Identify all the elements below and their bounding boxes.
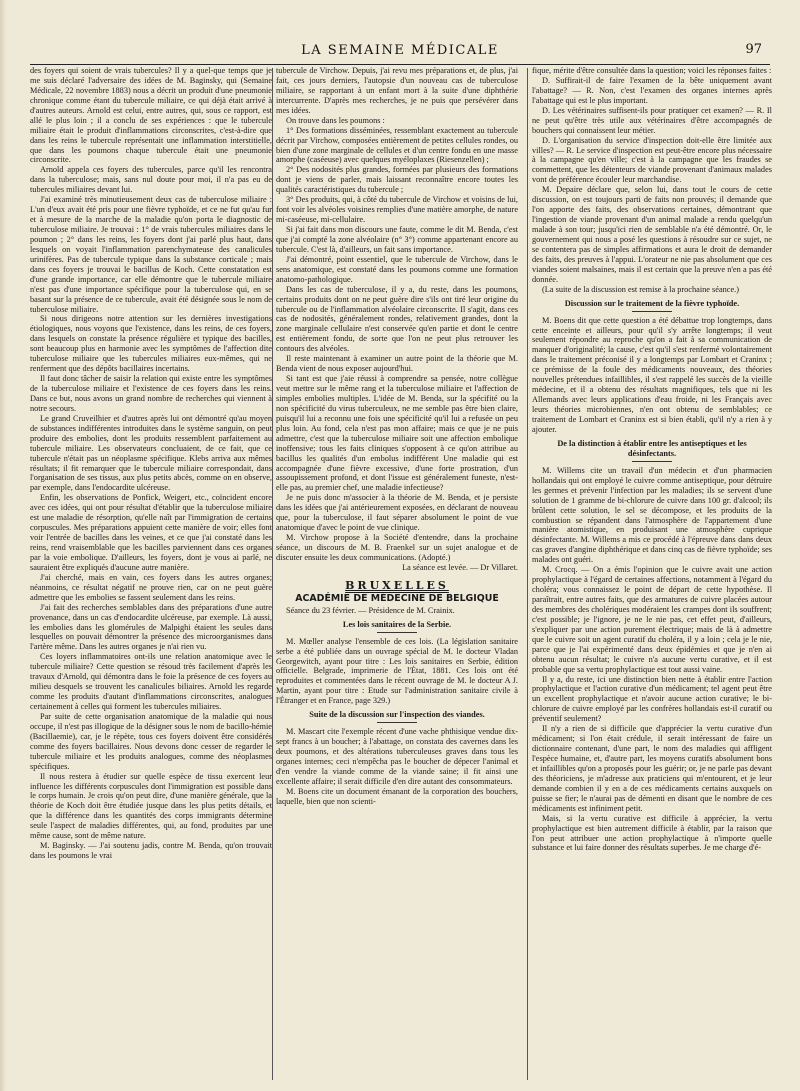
column-2	[276, 66, 518, 807]
paragraph: Il nous restera à étudier sur quelle espèce de tissu exercent leur influence les différents corpuscules dont l'immigration est possible dans le corps humain. Je crois qu'on peut dire, d'une manière générale, que la théorie de Koch doit être étudiée jusque dans les plus petits détails, et que la différence dans les quantités des corps immigrants détermine seule l'aspect de maladies différentes, qui, au fond, produites par une même cause, sont de même nature.	[30, 771, 272, 841]
paragraph: Mais, si la vertu curative est difficile à apprécier, la vertu prophylactique est bien autrement difficile à établir, par la raison que l'on peut attribuer une action prophylactique à n'importe quelle substance et lui faire donner des résultats superbes. Je me charge d'é-	[532, 813, 772, 853]
heading-rule	[377, 722, 417, 723]
paragraph: 2° Des nodosités plus grandes, formées par plusieurs des formations dont je viens de parler, mais laissant reconnaître encore toutes les qualités caractéristiques du tubercule ;	[276, 165, 518, 195]
paragraph: D. L'organisation du service d'inspection doit-elle être limitée aux villes? — R. Le service d'inspection est peut-être encore plus nécessaire à la campagne qu'en ville; c'est à la campagne que les fraudes se commettent, que les détenteurs de viande provenant d'animaux malades vont de préférence écouler leur marchandise.	[532, 135, 772, 185]
paragraph: Si nous dirigeons notre attention sur les dernières investigations étiologiques, nous voyons que l'existence, dans les reins, de ces foyers, dans lesquels on constate la présence régulière et typique des bacilles, sont beaucoup plus en harmonie avec les symptômes de l'affection dite tuberculose miliaire que les tubercules miliaires eux-mêmes, qui ne renferment que des dépôts bacillaires incertains.	[30, 314, 272, 374]
paragraph: Si j'ai fait dans mon discours une faute, comme le dit M. Benda, c'est que j'ai compté la zone alvéolaire (n° 3°) comme appartenant encore au tubercule. C'est là, d'ailleurs, un fait sans importance.	[276, 225, 518, 254]
paragraph: Dans les cas de tuberculose, il y a, du reste, dans les poumons, certains produits dont on ne peut guère dire s'ils ont tiré leur origine du tubercule ou de l'inflammation alvéolaire circonscrite. Il s'agit, dans ces cas de nodosités, généralement rondes, relativement grandes, dont la zone marginale cellulaire n'est conservée qu'en partie et dont le centre est entièrement fondu, de sorte que l'on ne peut plus retrouver les contours des alvéoles.	[276, 284, 518, 354]
paragraph: Il n'y a rien de si difficile que d'apprécier la vertu curative d'un médicament; si l'on était crédule, il serait intéressant de faire un dictionnaire contenant, d'une part, le nom des maladies qui affligent l'espèce humaine, et, d'autre part, les moyens curatifs absolument bons et infaillibles qu'on a proposés pour les guérir; or, je ne parle pas devant des théoriciens, je m'adresse aux praticiens qui m'entourent, et je leur demande combien il y en a de ces médicaments certains auxquels on puisse se fier; le n'aurai pas de démenti en disant que le nombre de ces médicaments est infiniment petit.	[532, 724, 772, 813]
paragraph: 3° Des produits, qui, à côté du tubercule de Virchow et voisins de lui, font voir les alvéoles voisines remplies d'une matière amorphe, de nature mi-caséeuse, mi-cellulaire.	[276, 195, 518, 225]
heading-rule	[632, 311, 672, 312]
paragraph: J'ai fait des recherches semblables dans des préparations d'une autre provenance, dans un cas d'endocardite ulcéreuse, par exemple. Là aussi, les embolies dans les glomérules de Malpighi étaient les seules dans lesquelles on pouvait démontrer la présence des microorganismes dans l'artère même. Dans les autres organes je n'ai rien vu.	[30, 602, 272, 652]
paragraph: Ces loyers inflammatoires ont-ils une relation anatomique avec le tubercule miliaire? Cette question se résoud très facilement d'après les travaux d'Arnold, qui démontra dans le foie la présence de ces foyers au milieu desquels se trouvent les canalicules biliaires. Arnold les regarde comme les produits d'autant d'inflammations circonscrites, analogues certainement à celles qui forment les tubercules miliaires.	[30, 652, 272, 711]
paragraph: D. Les vétérinaires suffisent-ils pour pratiquer cet examen? — R. Il ne peut qu'être très utile aux vétérinaires d'être accompagnés de bouchers qui connaissent leur métier.	[532, 105, 772, 135]
paragraph: 1° Des formations disséminées, ressemblant exactement au tubercule décrit par Virchow, composées entièrement de petites cellules rondes, ou bien d'une zone marginale de cellules et d'un centre fondu en une masse amorphe (caséeuse) avec quelques myéloplaxes (Riesenzellen) ;	[276, 125, 518, 165]
paragraph: Arnold appela ces foyers des tubercules, parce qu'il les rencontra dans la tuberculose; mais, sans nul doute pour moi, il n'a pas eu de tubercules miliaires devant lui.	[30, 165, 272, 195]
seance-line: Séance du 23 février. — Présidence de M. Crainix.	[286, 605, 455, 615]
subsection-heading: Les lois sanitaires de la Serbie.	[342, 619, 452, 629]
paragraph: M. Boens cite un document émanant de la corporation des bouchers, laquelle, bien que non scienti-	[276, 786, 518, 806]
paragraph: tubercule de Virchow. Depuis, j'ai revu mes préparations et, de plus, j'ai fait, ces jours derniers, l'autopsie d'un nouveau cas de tuberculose miliaire, se rapportant à un enfant mort à la suite d'une diphthérie intercurrente. D'après mes recherches, je ne puis que persévérer dans mes idées.	[276, 66, 518, 115]
paragraph: M. Mascart cite l'exemple récent d'une vache phthisique vendue dix-sept francs à un boucher; à l'abattage, on constata des cavernes dans les deux poumons, et des altérations tuberculeuses graves dans tous les organes internes; ceci n'empêcha pas le boucher de dépecer l'animal et d'en vendre la viande comme de la viande saine; il fit ainsi une excellente affaire; il serait difficile d'en dire autant des consommateurs.	[276, 727, 518, 786]
paragraph: (La suite de la discussion est remise à la prochaine séance.)	[542, 284, 739, 294]
heading-rule	[632, 461, 672, 462]
paragraph: J'ai examiné très minutieusement deux cas de tuberculose miliaire : L'un d'eux avait été pris pour une fièvre typhoïde, et ce ne fut qu'au fur et à mesure de la marche de la maladie qu'on porta le diagnostic de tuberculose miliaire. Je trouvai : 1° de vrais tubercules miliaires dans le poumon ; 2° dans les reins, les foyers dont j'ai parlé plus haut, dans lesquels on voyait l'inflammation parenchymateuse des canalicules urinifères. Pas de tubercule typique dans la substance corticale ; mais dans ces foyers je trouvai le bacillus de Koch. Cette constatation est d'une grande importance, car elle démontre que le tubercule miliaire n'est pas d'une importance spécifique pour la tuberculose qui, en se basant sur la présence de ce tubercule, avait été désignée sous le nom de tuberculose miliaire.	[30, 195, 272, 314]
paragraph: M. Depaire déclare que, selon lui, dans tout le cours de cette discussion, on est toujours parti de faits non prouvés; il demande que l'on apporte des faits, des observations certaines, démontrant que l'ingestion de viande provenant d'un animal malade a rendu quelqu'un malade à son tour; jusqu'ici rien de semblable n'a été démontré. Or, le gouvernement qui nous a posé les questions à résoudre sur ce sujet, ne se contentera pas de simples affirmations et aura le droit de demander des faits, des preuves à l'appui. L'orateur ne nie pas absolument que ces viandes soient malsaines, mais il est certain que la preuve n'en a pas été donnée.	[532, 185, 772, 284]
paragraph: J'ai démontré, point essentiel, que le tubercule de Virchow, dans le sens anatomique, est constaté dans les poumons comme une formation anatomo-pathologique.	[276, 254, 518, 284]
page-fold-shadow	[0, 0, 6, 1091]
paragraph: Je ne puis donc m'associer à la théorie de M. Benda, et je persiste dans les idées que j'ai antérieurement exposées, en déclarant de nouveau que, pour la tuberculose, il faut séparer absolument le point de vue anatomique d'avec le point de vue clinique.	[276, 493, 518, 533]
paragraph: M. Crocq. — On a émis l'opinion que le cuivre avait une action prophylactique à l'égard de certaines affections, notamment à l'égard du choléra; vous connaissez le point de départ de cette hypothèse. Il paraîtrait, entre autres faits, que des armatures de cuivre placées autour des membres des cholériques modéraient les crampes dont ils souffrent; c'est possible; je l'ignore, je ne le nie pas, cet effet peut, d'ailleurs, s'expliquer par une action purement électrique; mais de là à admettre que le cuivre soit un agent curatif du choléra, il y a loin ; cela je le nie, parce que je l'ai expérimenté dans deux épidémies et que je n'en ai obtenu aucun résultat; le cuivre n'a aucune vertu curative, et il est probable que sa vertu prophylactique est tout aussi vaine.	[532, 565, 772, 674]
paragraph: M. Baginsky. — J'ai soutenu jadis, contre M. Benda, qu'on trouvait dans les poumons le vrai	[30, 841, 272, 861]
paragraph-signature: La séance est levée. — Dr Villaret.	[402, 562, 518, 572]
paragraph: fique, mérite d'être consultée dans la question; voici les réponses faites :	[532, 66, 772, 75]
paragraph: Il y a, du reste, ici une distinction bien nette à établir entre l'action prophylactique et l'action curative d'un médicament; tel agent peut être un excellent prophylactique et n'avoir aucune action curative; le bi-chlorure de cuivre employé par les confrères hollandais est-il curatif ou préventif seulement?	[532, 674, 772, 724]
paragraph: Enfin, les observations de Ponfick, Weigert, etc., coïncident encore avec ces idées, qui ont pour résultat d'établir que la tuberculose miliaire est une maladie de résorption, qu'elle naît par l'immigration de certains corpuscules. Mes préparations appuient cette manière de voir; elles font voir l'entrée de bacilles dans les veines, et ce que j'ai constaté dans les reins, rend vraisemblable que les bacilles parviennent dans ces organes par la voie embolique. D'ailleurs, les foyers, dont je vous ai parlé, ne sauraient être expliqués d'aucune autre manière.	[30, 493, 272, 572]
paragraph: J'ai cherché, mais en vain, ces foyers dans les autres organes; néanmoins, ce résultat négatif ne prouve rien, car on ne peut guère admettre que les embolies se fassent seulement dans les reins.	[30, 572, 272, 602]
paragraph: Le grand Cruveilhier et d'autres après lui ont démontré qu'au moyen de substances indifférentes introduites dans le système sanguin, on peut produire des embolies, dont les produits ressemblent parfaitement au tubercule miliaire. Les observateurs concluaient, de ce fait, que ce tubercule n'était pas un néoplasme spécifique. Klebs arriva aux mêmes résultats; il fit remarquer que le tubercule miliaire correspondait, dans l'organisation de ses tissus, aux plus petits abcès, comme on en observe, par exemple, dans l'endocardite ulcéreuse.	[30, 413, 272, 493]
paragraph: Si tant est que j'aie réussi à comprendre sa pensée, notre collègue veut mettre sur le même rang et la tuberculose miliaire et l'affection de simples embolies multiples. L'idée de M. Benda, sur la spécifité ou la non spécificité du virus tuberculeux, ne me semble pas être bien claire, puisqu'il lui a reconnu une fois une spécificité qu'il lui a refusée un peu plus loin. Au fond, cela n'est pas mon affaire; mais ce que je ne puis admettre, c'est que la tuberculose miliaire soit une affection embolique inoffensive; tous les faits cliniques s'opposent à ce qu'on attribue au bacillus les qualités d'un embolus indifférent Une maladie qui est accompagnée d'une fièvre excessive, d'une forte prostration, d'un assoupissement profond, et dont l'issue est généralement funeste, n'est-elle pas, au premier chef, une maladie infectieuse?	[276, 374, 518, 493]
column-1	[30, 66, 272, 861]
page-header	[30, 40, 770, 65]
paragraph: M. Virchow propose à la Société d'entendre, dans la prochaine séance, un discours de M. B. Fraenkel sur un sujet analogue et de discuter ensuite les deux communications. (Adopté.)	[276, 533, 518, 562]
subsection-heading: Suite de la discussion sur l'inspection des viandes.	[309, 710, 485, 720]
page-number: 97	[745, 42, 762, 57]
journal-title: LA SEMAINE MÉDICALE	[301, 43, 499, 58]
subsection-heading: Discussion sur le traitement de la fièvre typhoïde.	[564, 298, 740, 308]
subsection-heading: De la distinction à établir entre les antiseptiques et les désinfectants.	[557, 438, 747, 458]
column-rule-2	[527, 68, 528, 1080]
paragraph: Il faut donc tâcher de saisir la relation qui existe entre les symptômes de la tuberculose miliaire et l'existence de ces foyers dans les reins. Dans ce but, nous avons un grand nombre de recherches qui viennent à notre secours.	[30, 374, 272, 413]
section-city-heading: BRUXELLES	[345, 578, 449, 592]
column-rule-1	[272, 68, 273, 1080]
paragraph: D. Suffirait-il de faire l'examen de la bête uniquement avant l'abattage? — R. Non, c'est l'examen des organes internes après l'abattage qui est le plus important.	[532, 75, 772, 105]
paragraph: M. Mœller analyse l'ensemble de ces lois. (La législation sanitaire serbe a été publiée dans un ouvrage spécial de M. le docteur Vladan Georgewitch, ayant pour titre : Les lois sanitaires en Serbie, édition officielle. Belgrade, imprimerie de l'État, 1881. Ces lois ont été reproduites et commentées dans le récent ouvrage de M. le docteur A J. Martin, ayant pour titre : Etude sur l'administration sanitaire civile à l'Étranger et en France, page 329.)	[276, 636, 518, 706]
paragraph: M. Boens dit que cette question a été débattue trop longtemps, dans cette enceinte et ailleurs, pour qu'il s'y arrête longtemps; il veut seulement répondre au reproche qu'on a fait à sa communication de manquer d'originalité; la cause, c'est qu'il s'est renfermé volontairement dans le traitement préconisé il y a longtemps par Lombart et Craninx ; ce prémisse de la foule des médicaments nouveaux, des théories nouvelles prétendues infaillibles, il s'est rappelé les succès de la vieille médecine, et il a obtenu des résultats magnifiques, tels que ni les Allemands avec leurs applications d'eau froide, ni les Français avec leurs théories microbiennes, n'en ont obtenu de semblables; ce traitement de Lombart et Craninx est si bien établi, qu'il n'y a rien à y ajouter.	[532, 315, 772, 434]
paragraph: On trouve dans les poumons :	[286, 115, 385, 125]
column-3	[532, 66, 772, 853]
paragraph: Il reste maintenant à examiner un autre point de la théorie que M. Benda vient de nous exposer aujourd'hui.	[276, 354, 518, 374]
academy-heading: ACADÉMIE DE MÉDECINE DE BELGIQUE	[295, 592, 499, 604]
paragraph: M. Willems cite un travail d'un médecin et d'un pharmacien hollandais qui ont employé le cuivre comme antiseptique, pour détruire les germes et prévenir l'infection par les maladies; ils se servent d'une solution de 1 gramme de bi-chlorure de cuivre dans 100 gr. d'alcool; ils brûlent cette solution, le sel se décompose, et les produits de la combustion se répandent dans l'atmosphère de l'appartement d'une manière atomistique, en produisant une atmosphère cuprique désinfectante. M. Willems a mis ce procédé à l'épreuve dans dans deux cas graves d'angine diphthérique et dans cinq cas de fièvre typhoïde; ses malades ont guéri.	[532, 465, 772, 565]
paragraph: des foyers qui soient de vrais tubercules? Il y a quel-que temps que je me suis déclaré l'adversaire des idées de M. Baginsky, qui (Semaine Médicale, 22 novembre 1883) nous a décrit un produit d'une pneumonie chronique comme étant du tubercule miliaire, ce qui déjà était arrivé à d'autres auteurs. Arnold est celui, entre autres, qui, sous ce rapport, est allé le plus loin ; il a conclu de ses expériences : que le tubercule miliaire était le produit d'inflammations circonscrites, c'est-à-dire que dans les reins le tubercule représentait une inflammation interstitielle, que dans les poumons chaque tubercule était une pneumonie circonscrite.	[30, 66, 272, 165]
paragraph: Par suite de cette organisation anatomique de la maladie qui nous occupe, il n'est pas illogique de la désigner sous le nom de bacillo-hémie (Bacillaemie), car, je le répète, tous ces foyers doivent être considérés comme des foyers bacillaires. Nous devons donc cesser de regarder le tubercule miliaire et les produits analogues, comme des néoplasmes spécifiques.	[30, 711, 272, 771]
heading-rule	[377, 632, 417, 633]
